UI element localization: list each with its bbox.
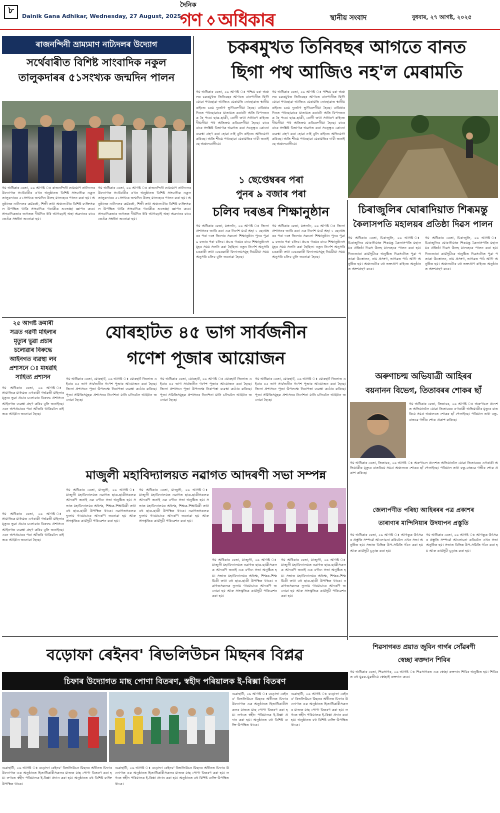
story-9-body-col2: গম অধিকাৰ বেতা, ২৬ আগষ্ট ঃ আগন্তুক উৎসৱৰ প্ৰস্তুতি সম্পৰ্কে আলোচনা কৰিবলৈ এখন সভা অনুষ্ঠিত হয়। সভাত বিভিন্ন উপ-সমিতি গঠন কৰা হয় আৰু কাৰ্যসূচী চূড়ান্ত কৰা হয়। xyxy=(426,533,498,553)
story-6-headline xyxy=(2,320,64,383)
story-8-headline-line2: বয়নানন বিভেগ, তিতাবৰৰ শোকৰ ছাঁ xyxy=(365,386,482,395)
story-12-body: গম অধিকাৰ বেতা, শিৱসাগৰ, ২৬ আগষ্ট ঃ শিৱসাগৰত এক স্বেচ্ছা ৰক্তদান শিবিৰ অনুষ্ঠিত হয়। শিবিৰত বহু যুৱক-যুৱতীয়ে স্বেচ্ছাই ৰক্তদান কৰে। xyxy=(350,670,498,680)
story-12-headline-line2: স্বেচ্ছা ৰক্তদান শিবিৰ xyxy=(397,656,451,664)
logo xyxy=(180,0,340,30)
story-4-headline-line1: চিৰাজুলিৰ ঘোৰাদিয়াত শিৰূমন্তু xyxy=(358,204,488,216)
story-11-headline: চিফাৰ উদ্যোগত মাছ পোণা বিতৰণ, স্বহীদ পৰিয়ালক ই-ৰিক্সা বিতৰণ xyxy=(63,676,286,686)
bottom-right-divider xyxy=(349,636,498,637)
story-1-body-col2: গম অধিকাৰ বেতা, ২৬ আগষ্ট ঃ ৰাজনন্দিনী ভ্ৰাম্যমাণ নাট্যদলৰ উদ্যোগত সৰ্থেবাৰীৰ এখন অনুষ্ঠানত বিশিষ্ট সাংবাদিক নকুল তালুকদাৰৰ ৫১সংখ্যক জন্মদিন উলহ মালহেৰে পালন কৰা হয়। অনুষ্ঠানত নাট্যদলৰ কৰ্মকৰ্তা, শিল্পী তথা অঞ্চলটোৰ বিশিষ্ট ব্যক্তিসকল উপস্থিত থাকি সাংবাদিক গৰাকীক শুভেচ্ছা জ্ঞাপন কৰে। সাংবাদিকতাৰ জগতত দীৰ্ঘদিন ধৰি আগবঢ়াই অহা অৱদানৰ বাবে তেওঁক সম্বৰ্ধনা জনোৱা হয়। xyxy=(98,186,191,222)
story-7-body-col2: গম অধিকাৰ বেতা, মাজুলী, ২৬ আগষ্ট ঃ মাজুলী মহাবিদ্যালয়ত নৱাগত ছাত্ৰ-ছাত্ৰীসকলক আদৰণি জনাই এক বৰ্ণাঢ্য সভা অনুষ্ঠিত হয়। সভাত মহাবিদ্যালয়ৰ অধ্যক্ষ, শিক্ষক-শিক্ষয়িত্ৰী তথা বহু ছাত্ৰ-ছাত্ৰী উপস্থিত থাকে। নৱাগতসকলক ফুলাম গামোচাৰে আদৰণি জনোৱা হয় আৰু সাংস্কৃতিক কাৰ্যসূচী পৰিৱেশন কৰা হয়। xyxy=(139,488,209,524)
logo-emblem-icon xyxy=(206,11,216,22)
story-11-body-col2: গুৱাহাটী, ২৬ আগষ্ট ঃ বড়োফা ৰেইনব' ৰিভলিউচন মিছনৰ অধীনত চিফাৰ উদ্যোগত এক অনুষ্ঠানত হিতাধিকাৰীসকলৰ মাজত মাছ পোণা বিতৰণ কৰা হয়। লগতে স্বহীদ পৰিয়ালক ই-ৰিক্সা প্ৰদান কৰা হয়। অনুষ্ঠানত বহু বিশিষ্ট ব্যক্তি উপস্থিত থাকে। xyxy=(291,692,348,728)
story-1-kicker-banner xyxy=(2,36,191,54)
story-9-body: গম অধিকাৰ বেতা, ২৬ আগষ্ট ঃ আগন্তুক উৎসৱৰ প্ৰস্তুতি সম্পৰ্কে আলোচনা কৰিবলৈ এখন সভা অনুষ্ঠিত হয়। সভাত বিভিন্ন উপ-সমিতি গঠন কৰা হয় আৰু কাৰ্যসূচী চূড়ান্ত কৰা হয়। xyxy=(350,533,423,553)
paper-info: Dainik Gana Adhikar, Wednesday, 27 August, 2025 xyxy=(22,14,182,20)
story-3-headline-line1: ১ ছেপ্তেম্বৰৰ পৰা xyxy=(238,175,304,186)
logo-main-right: অধিকাৰ xyxy=(218,10,275,31)
story-2-headline-line1: চকৰমুখত তিনিবছৰ আগতে বানত xyxy=(227,38,467,58)
story-6-body-cont: গম অধিকাৰ বেতা, ২৬ আগষ্ট ঃ সামাজিক মাধ্যমত এগৰাকী গৰ্ভৱতী মহিলাৰ মৃত্যুৰ ভুৱা প্ৰচাৰ চলোৱাৰ বিৰুদ্ধে প্ৰশাসনে আইনগত ব্যৱস্থা গ্ৰহণ কৰিব বুলি জনাইছে। এনে অপপ্ৰচাৰৰ পৰা আঁতৰি থাকিবলৈ ৰাইজক আহ্বান জনোৱা হৈছে। xyxy=(2,512,64,543)
story-1-headline: সৰ্থেবাৰীত বিশিষ্ট সাংবাদিক নকুল তালুকদাৰৰ ৫১সংখ্যক জন্মদিন পালন xyxy=(18,57,175,84)
story-6-headline-line6: প্ৰশাসনে ঃ মাধৱহি xyxy=(9,366,57,372)
story-8-headline-line1: অৰুণাচল্ম অভিযাত্ৰী আহিৰৰ xyxy=(375,371,472,381)
story-3-body-col2: গম অধিকাৰ বেতা, মঙ্গলদৈ, ২৬ আগষ্ট ঃ জিলা প্ৰশাসনৰ জাৰি কৰা এক নিৰ্দেশ মৰ্মে অহা ১ ছেপ্তেম্বৰৰ পৰা দৰং জিলাৰ সকলো শিক্ষানুষ্ঠান পুনৰ পুৱা ৯ বজাৰ পৰা চলিব। প্ৰচণ্ড গৰমৰ বাবে শিক্ষানুষ্ঠানসমূহৰ সময় সলনি কৰা হৈছিল। নতুন নিৰ্দেশ অনুসৰি চৰকাৰী তথা বেচৰকাৰী বিদ্যালয়সমূহ নিয়মীয়া সময় অনুসৰি চলিব বুলি জনোৱা হৈছে। xyxy=(272,224,345,260)
story-5-headline-line2: গণেশ পূজাৰ আয়োজন xyxy=(126,349,286,369)
story-11-body: গুৱাহাটী, ২৬ আগষ্ট ঃ বড়োফা ৰেইনব' ৰিভলিউচন মিছনৰ অধীনত চিফাৰ উদ্যোগত এক অনুষ্ঠানত হিতাধিকাৰীসকলৰ মাজত মাছ পোণা বিতৰণ কৰা হয়। লগতে স্বহীদ পৰিয়ালক ই-ৰিক্সা প্ৰদান কৰা হয়। অনুষ্ঠানত বহু বিশিষ্ট ব্যক্তি উপস্থিত থাকে। xyxy=(232,692,288,728)
story-4-headline-line2: কৈলাসপতি মহালয়ৰ প্ৰতিষ্ঠা দিৱস পালন xyxy=(353,220,493,230)
story-11-banner xyxy=(2,672,348,690)
story-6-body: গম অধিকাৰ বেতা, ২৬ আগষ্ট ঃ সামাজিক মাধ্যমত এগৰাকী গৰ্ভৱতী মহিলাৰ মৃত্যুৰ ভুৱা প্ৰচাৰ চলোৱাৰ বিৰুদ্ধে প্ৰশাসনে আইনগত ব্যৱস্থা গ্ৰহণ কৰিব বুলি জনাইছে। এনে অপপ্ৰচাৰৰ পৰা আঁতৰি থাকিবলৈ ৰাইজক আহ্বান জনোৱা হৈছে। xyxy=(2,386,64,417)
column-divider xyxy=(193,36,194,314)
story-1-body: গম অধিকাৰ বেতা, ২৬ আগষ্ট ঃ ৰাজনন্দিনী ভ্ৰাম্যমাণ নাট্যদলৰ উদ্যোগত সৰ্থেবাৰীৰ এখন অনুষ্ঠানত বিশিষ্ট সাংবাদিক নকুল তালুকদাৰৰ ৫১সংখ্যক জন্মদিন উলহ মালহেৰে পালন কৰা হয়। অনুষ্ঠানত নাট্যদলৰ কৰ্মকৰ্তা, শিল্পী তথা অঞ্চলটোৰ বিশিষ্ট ব্যক্তিসকল উপস্থিত থাকি সাংবাদিক গৰাকীক শুভেচ্ছা জ্ঞাপন কৰে। সাংবাদিকতাৰ জগতত দীৰ্ঘদিন ধৰি আগবঢ়াই অহা অৱদানৰ বাবে তেওঁক সম্বৰ্ধনা জনোৱা হয়। xyxy=(2,186,95,222)
story-5-body-col3: গম অধিকাৰ বেতা, যোৰহাট, ২৬ আগষ্ট ঃ যোৰহাট জিলাত এইবাৰ ৪৫ ভাগ সাৰ্বজনীন গণেশ পূজাৰ আয়োজন কৰা হৈছে। জিলা প্ৰশাসনে পূজা উপলক্ষে নিৰাপত্তা ব্যৱস্থা কঠোৰ কৰিছে। পূজা সমিতিসমূহক প্ৰশাসনৰ নিৰ্দেশনা মানি চলিবলৈ আহ্বান জনোৱা হৈছে। xyxy=(255,377,346,402)
story-6-headline-line1: ২৫ আগষ্ট ক্ৰমাৰী xyxy=(12,321,54,327)
story-4-body-col2: গম অধিকাৰ বেতা, চিৰাজুলি, ২৬ আগষ্ট ঃ চিৰাজুলিৰ ঘোৰাদিয়াত শিৰূমন্তু কৈলাসপতি মহালয়ৰ প্ৰতিষ্ঠা দিৱস উলহ মালহেৰে পালন কৰা হয়। দিনজোৰা কাৰ্যসূচীৰে অনুষ্ঠিত দিৱসটোত পুৱা পতাকা উত্তোলন, নাম প্ৰসংগ, ভাগৱত পাঠ আদি অনুষ্ঠিত হয়। অঞ্চলটোৰ বহু ভক্তপ্ৰাণ ৰাইজে অনুষ্ঠানত অংশগ্ৰহণ কৰে। xyxy=(425,236,498,272)
story-4-body: গম অধিকাৰ বেতা, চিৰাজুলি, ২৬ আগষ্ট ঃ চিৰাজুলিৰ ঘোৰাদিয়াত শিৰূমন্তু কৈলাসপতি মহালয়ৰ প্ৰতিষ্ঠা দিৱস উলহ মালহেৰে পালন কৰা হয়। দিনজোৰা কাৰ্যসূচীৰে অনুষ্ঠিত দিৱসটোত পুৱা পতাকা উত্তোলন, নাম প্ৰসংগ, ভাগৱত পাঠ আদি অনুষ্ঠিত হয়। অঞ্চলটোৰ বহু ভক্তপ্ৰাণ ৰাইজে অনুষ্ঠানত অংশগ্ৰহণ কৰে। xyxy=(348,236,421,272)
logo-small-text: দৈনিক xyxy=(180,1,197,9)
story-3-headline-line2: পুনৰ ৯ বজাৰ পৰা xyxy=(236,189,306,200)
story-1-photo xyxy=(2,101,191,183)
story-2-body-col2: গম অধিকাৰ বেতা, ২৬ আগষ্ট ঃ পশ্চিম বৰা অঞ্চলৰ চকৰমুখত তিনিবছৰ আগতে বানপানীত ছিগি যোৱা পথছোৱা আজিও মেৰামতি নোহোৱাত স্থানীয় ৰাইজে চৰম দুৰ্ভোগ ভুগিবলগীয়া হৈছে। বাৰিষাৰ দিনত পথছোৱাৰে যাতায়ত কৰাটো অতি বিপদজনক হৈ পৰে। ছাত্ৰ-ছাত্ৰী, ৰোগী তথা সাধাৰণ ৰাইজে দীঘলীয়া পথ অতিক্ৰম কৰিবলগীয়া হৈছে। বাৰে বাৰে সংশ্লিষ্ট বিভাগক অৱগত কৰা সত্ত্বেও কোনো ব্যৱস্থা গ্ৰহণ কৰা হোৱা নাই বুলি ৰাইজে অভিযোগ কৰিছে। অতি শীঘ্ৰে পথছোৱা মেৰামতিৰ দাবী জনাইছে অঞ্চলবাসীয়ে। xyxy=(272,90,345,147)
story-3-headline-line3: চলিব দৰঙৰ শিক্ষানুষ্ঠান xyxy=(212,204,330,219)
page-number: ৮ xyxy=(4,5,18,19)
logo-main-left: গণ xyxy=(180,10,202,31)
story-7-headline: মাজুলী মহাবিদ্যালয়ত নৱাগত আদৰণী সভা সম্পন্ন xyxy=(85,468,327,482)
story-3-body: গম অধিকাৰ বেতা, মঙ্গলদৈ, ২৬ আগষ্ট ঃ জিলা প্ৰশাসনৰ জাৰি কৰা এক নিৰ্দেশ মৰ্মে অহা ১ ছেপ্তেম্বৰৰ পৰা দৰং জিলাৰ সকলো শিক্ষানুষ্ঠান পুনৰ পুৱা ৯ বজাৰ পৰা চলিব। প্ৰচণ্ড গৰমৰ বাবে শিক্ষানুষ্ঠানসমূহৰ সময় সলনি কৰা হৈছিল। নতুন নিৰ্দেশ অনুসৰি চৰকাৰী তথা বেচৰকাৰী বিদ্যালয়সমূহ নিয়মীয়া সময় অনুসৰি চলিব বুলি জনোৱা হৈছে। xyxy=(196,224,269,260)
story-6-headline-line5: আইনগত ব্যৱস্থা লব xyxy=(9,357,57,363)
story-9-headline-line2: তাৰাণাৰ মান্দিনিয়াৰ উদযাপন প্ৰস্তুতি xyxy=(378,520,469,527)
story-6-headline-line7: সাহিত্য প্ৰশাসন xyxy=(15,375,51,381)
story-11-body-col4: গুৱাহাটী, ২৬ আগষ্ট ঃ বড়োফা ৰেইনব' ৰিভলিউচন মিছনৰ অধীনত চিফাৰ উদ্যোগত এক অনুষ্ঠানত হিতাধিকাৰীসকলৰ মাজত মাছ পোণা বিতৰণ কৰা হয়। লগতে স্বহীদ পৰিয়ালক ই-ৰিক্সা প্ৰদান কৰা হয়। অনুষ্ঠানত বহু বিশিষ্ট ব্যক্তি উপস্থিত থাকে। xyxy=(115,766,229,786)
story-11-body-col3: গুৱাহাটী, ২৬ আগষ্ট ঃ বড়োফা ৰেইনব' ৰিভলিউচন মিছনৰ অধীনত চিফাৰ উদ্যোগত এক অনুষ্ঠানত হিতাধিকাৰীসকলৰ মাজত মাছ পোণা বিতৰণ কৰা হয়। লগতে স্বহীদ পৰিয়ালক ই-ৰিক্সা প্ৰদান কৰা হয়। অনুষ্ঠানত বহু বিশিষ্ট ব্যক্তি উপস্থিত থাকে। xyxy=(2,766,112,786)
story-11-photo-middle xyxy=(109,692,229,762)
story-2-headline-line2: ছিগা পথ আজিও নহ'ল মেৰামতি xyxy=(231,63,463,83)
lower-section-divider xyxy=(2,636,348,637)
story-7-photo xyxy=(212,488,346,554)
story-8-photo xyxy=(350,402,406,458)
story-8-body-cont: গম অধিকাৰ বেতা, তিতাবৰ, ২৬ আগষ্ট ঃ অৰুণাচল প্ৰদেশত অভিযানলৈ যোৱা তিতাবৰৰ এগৰাকী অভিযাত্ৰীৰ মৃত্যুৰ বাতৰিয়ে সমগ্ৰ অঞ্চলতে শোকৰ ছাঁ পেলাইছে। পৰিয়াল তথা বন্ধু-বান্ধৱে গভীৰ শোক প্ৰকাশ কৰিছে। xyxy=(350,461,498,476)
story-5-body-col2: গম অধিকাৰ বেতা, যোৰহাট, ২৬ আগষ্ট ঃ যোৰহাট জিলাত এইবাৰ ৪৫ ভাগ সাৰ্বজনীন গণেশ পূজাৰ আয়োজন কৰা হৈছে। জিলা প্ৰশাসনে পূজা উপলক্ষে নিৰাপত্তা ব্যৱস্থা কঠোৰ কৰিছে। পূজা সমিতিসমূহক প্ৰশাসনৰ নিৰ্দেশনা মানি চলিবলৈ আহ্বান জনোৱা হৈছে। xyxy=(160,377,252,402)
story-2-photo xyxy=(348,90,498,198)
story-9-headline-line1: জেলাৰ্পণীত পৰিহা আহিৰৰৰ পত্ৰ প্ৰকাশৰ xyxy=(372,507,475,514)
story-6-headline-line3: মৃত্যুৰ ভুৱা প্ৰচাৰ xyxy=(13,339,53,345)
right-column-divider xyxy=(347,200,348,640)
story-1-kicker: ৰাজনন্দিনী ভ্ৰাম্যমাণ নাট্যদলৰ উদ্যোগ xyxy=(35,40,158,49)
story-2-body: গম অধিকাৰ বেতা, ২৬ আগষ্ট ঃ পশ্চিম বৰা অঞ্চলৰ চকৰমুখত তিনিবছৰ আগতে বানপানীত ছিগি যোৱা পথছোৱা আজিও মেৰামতি নোহোৱাত স্থানীয় ৰাইজে চৰম দুৰ্ভোগ ভুগিবলগীয়া হৈছে। বাৰিষাৰ দিনত পথছোৱাৰে যাতায়ত কৰাটো অতি বিপদজনক হৈ পৰে। ছাত্ৰ-ছাত্ৰী, ৰোগী তথা সাধাৰণ ৰাইজে দীঘলীয়া পথ অতিক্ৰম কৰিবলগীয়া হৈছে। বাৰে বাৰে সংশ্লিষ্ট বিভাগক অৱগত কৰা সত্ত্বেও কোনো ব্যৱস্থা গ্ৰহণ কৰা হোৱা নাই বুলি ৰাইজে অভিযোগ কৰিছে। অতি শীঘ্ৰে পথছোৱা মেৰামতিৰ দাবী জনাইছে অঞ্চলবাসীয়ে। xyxy=(196,90,269,147)
story-10-headline: বড়োফা ৰেইনব' ৰিভলিউচন মিছনৰ বিপ্লৱ xyxy=(46,646,304,664)
story-5-headline-line1: যোৰহাটত ৪৫ ভাগ সাৰ্বজনীন xyxy=(105,323,307,343)
section-label: স্থানীয় সংবাদ xyxy=(330,14,367,22)
masthead xyxy=(0,0,500,30)
date-assamese: বুধবাৰ, ২৭ আগষ্ট, ২০২৫ xyxy=(412,15,472,21)
story-11-photo-left xyxy=(2,692,107,762)
story-8-body: গম অধিকাৰ বেতা, তিতাবৰ, ২৬ আগষ্ট ঃ অৰুণাচল প্ৰদেশত অভিযানলৈ যোৱা তিতাবৰৰ এগৰাকী অভিযাত্ৰীৰ মৃত্যুৰ বাতৰিয়ে সমগ্ৰ অঞ্চলতে শোকৰ ছাঁ পেলাইছে। পৰিয়াল তথা বন্ধু-বান্ধৱে গভীৰ শোক প্ৰকাশ কৰিছে। xyxy=(409,402,498,422)
story-6-headline-line4: চলোৱাৰ বিৰুদ্ধে xyxy=(14,348,52,354)
story-5-body: গম অধিকাৰ বেতা, যোৰহাট, ২৬ আগষ্ট ঃ যোৰহাট জিলাত এইবাৰ ৪৫ ভাগ সাৰ্বজনীন গণেশ পূজাৰ আয়োজন কৰা হৈছে। জিলা প্ৰশাসনে পূজা উপলক্ষে নিৰাপত্তা ব্যৱস্থা কঠোৰ কৰিছে। পূজা সমিতিসমূহক প্ৰশাসনৰ নিৰ্দেশনা মানি চলিবলৈ আহ্বান জনোৱা হৈছে। xyxy=(66,377,157,402)
section-divider xyxy=(2,317,346,318)
story-7-body-col4: গম অধিকাৰ বেতা, মাজুলী, ২৬ আগষ্ট ঃ মাজুলী মহাবিদ্যালয়ত নৱাগত ছাত্ৰ-ছাত্ৰীসকলক আদৰণি জনাই এক বৰ্ণাঢ্য সভা অনুষ্ঠিত হয়। সভাত মহাবিদ্যালয়ৰ অধ্যক্ষ, শিক্ষক-শিক্ষয়িত্ৰী তথা বহু ছাত্ৰ-ছাত্ৰী উপস্থিত থাকে। নৱাগতসকলক ফুলাম গামোচাৰে আদৰণি জনোৱা হয় আৰু সাংস্কৃতিক কাৰ্যসূচী পৰিৱেশন কৰা হয়। xyxy=(281,558,346,599)
story-7-body-col3: গম অধিকাৰ বেতা, মাজুলী, ২৬ আগষ্ট ঃ মাজুলী মহাবিদ্যালয়ত নৱাগত ছাত্ৰ-ছাত্ৰীসকলক আদৰণি জনাই এক বৰ্ণাঢ্য সভা অনুষ্ঠিত হয়। সভাত মহাবিদ্যালয়ৰ অধ্যক্ষ, শিক্ষক-শিক্ষয়িত্ৰী তথা বহু ছাত্ৰ-ছাত্ৰী উপস্থিত থাকে। নৱাগতসকলক ফুলাম গামোচাৰে আদৰণি জনোৱা হয় আৰু সাংস্কৃতিক কাৰ্যসূচী পৰিৱেশন কৰা হয়। xyxy=(212,558,277,599)
story-12-headline-line1: শিৱসাগৰত প্ৰয়াত জুবিন গাৰ্গৰ সোঁৱৰণী xyxy=(372,643,476,651)
story-6-headline-line2: সত্ৰত গৱৰ্ণী মহিলাৰ xyxy=(9,330,57,336)
story-7-body: গম অধিকাৰ বেতা, মাজুলী, ২৬ আগষ্ট ঃ মাজুলী মহাবিদ্যালয়ত নৱাগত ছাত্ৰ-ছাত্ৰীসকলক আদৰণি জনাই এক বৰ্ণাঢ্য সভা অনুষ্ঠিত হয়। সভাত মহাবিদ্যালয়ৰ অধ্যক্ষ, শিক্ষক-শিক্ষয়িত্ৰী তথা বহু ছাত্ৰ-ছাত্ৰী উপস্থিত থাকে। নৱাগতসকলক ফুলাম গামোচাৰে আদৰণি জনোৱা হয় আৰু সাংস্কৃতিক কাৰ্যসূচী পৰিৱেশন কৰা হয়। xyxy=(66,488,136,524)
story-5-banner xyxy=(66,320,346,374)
